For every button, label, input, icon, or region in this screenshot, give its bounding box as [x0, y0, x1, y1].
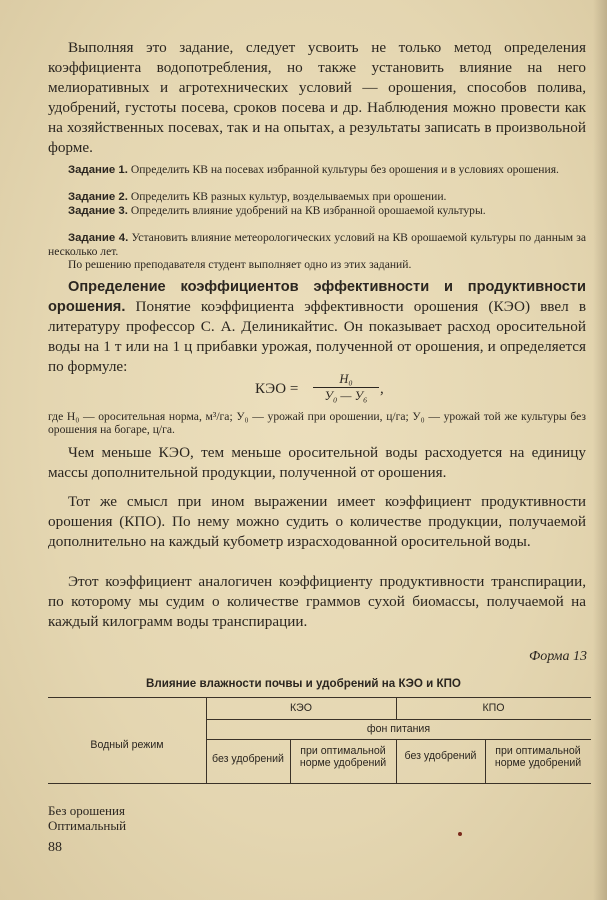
header-kpo-optimal-fertilizer: при оптимальной норме удобрений — [494, 745, 582, 769]
table-group-rule — [206, 719, 591, 720]
section-paragraph — [48, 277, 586, 377]
task-2-label: Задание 2. — [68, 191, 128, 203]
table-col-rule — [485, 739, 486, 783]
table-title: Влияние влажности почвы и удобрений на КЭО и КПО — [146, 677, 461, 690]
header-water-regime: Водный режим — [90, 739, 164, 751]
task-4-text: Установить влияние метеорологических условий на КВ орошаемой культуры по данным за несколько лет. — [48, 231, 586, 259]
formula-denominator: У₀ — У₆ — [324, 389, 368, 403]
task-2-text: Определить КВ разных культур, возделываемых при орошении. — [130, 190, 447, 203]
page-edge-shadow — [593, 0, 607, 900]
task-1 — [48, 163, 586, 177]
paragraph-transpiration: Этот коэффициент аналогичен коэффициенту продуктивности транспирации, по которому мы судим о количестве граммов сухой биомассы, получаемой на каждый килограмм воды транспирации. — [48, 573, 586, 630]
header-kpo: КПО — [482, 702, 505, 714]
formula-fraction — [313, 372, 379, 404]
header-keo: КЭО — [289, 702, 313, 714]
tasks-note: По решению преподавателя студент выполняет одно из этих заданий. — [68, 258, 412, 271]
table-row-label: Без орошения — [48, 803, 125, 818]
paragraph-kpo: Тот же смысл при ином выражении имеет коэффициент продуктивности орошения (КПО). По нему можно судить о количестве продукции, получаемой дополнительно на каждый кубометр израсходованной оросительной воды. — [48, 493, 586, 550]
paragraph-keo: Чем меньше КЭО, тем меньше оросительной воды расходуется на единицу массы дополнительной продукции, полученной от орошения. — [48, 444, 586, 481]
header-keo-optimal-fertilizer: при оптимальной норме удобрений — [299, 745, 387, 769]
formula-tail: , — [380, 381, 384, 397]
section-text: Понятие коэффициента эффективности орошения (КЭО) ввел в литературу профессор С. А. Делиникайтис. Он показывает расход оросительной воды на 1 т или на 1 ц прибавки урожая, полученной от орошения, и определяется по формуле: — [48, 298, 587, 375]
table-top-rule — [48, 697, 591, 698]
section-heading: Определение коэффициентов эффективности и продуктивности орошения. — [48, 279, 586, 315]
data-table — [48, 697, 591, 784]
form-label: Форма 13 — [529, 649, 587, 664]
task-3 — [48, 204, 586, 218]
table-col-rule — [290, 739, 291, 783]
task-4 — [48, 231, 586, 259]
task-1-label: Задание 1. — [68, 164, 128, 176]
header-kpo-no-fertilizer: без удобрений — [404, 750, 477, 762]
formula-lhs: КЭО = — [255, 381, 299, 397]
header-nutrition-background: фон питания — [366, 723, 431, 735]
formula-legend: где Н₀ — оросительная норма, м³/га; У₀ — урожай при орошении, ц/га; У₀ — урожай той же культуры без орошения на богаре, ц/га. — [48, 410, 586, 437]
table-header-bottom-rule — [48, 783, 591, 784]
ink-speck — [458, 832, 462, 836]
header-keo-no-fertilizer: без удобрений — [212, 753, 284, 765]
paragraph-intro: Выполняя это задание, следует усвоить не только метод определения коэффициента водопотребления, но также установить влияние на него мелиоративных и агротехнических условий — орошения, способов полива, удобрений, густоты посева, сроков посева и др. Наблюдения можно провести как на хозяйственных посевах, так и на опытах, а результаты записать в произвольной форме. — [48, 39, 586, 156]
table-row-label: Оптимальный — [48, 818, 127, 833]
table-col-rule — [396, 739, 397, 783]
page-number: 88 — [48, 840, 62, 855]
task-1-text: Определить КВ на посевах избранной культуры без орошения и в условиях орошения. — [130, 163, 559, 176]
task-3-label: Задание 3. — [68, 205, 128, 217]
task-3-text: Определить влияние удобрений на КВ избранной орошаемой культуры. — [130, 204, 486, 217]
task-4-label: Задание 4. — [68, 232, 129, 244]
task-2 — [48, 190, 586, 204]
table-subgroup-rule — [206, 739, 591, 740]
formula-numerator: Н₀ — [339, 372, 353, 386]
